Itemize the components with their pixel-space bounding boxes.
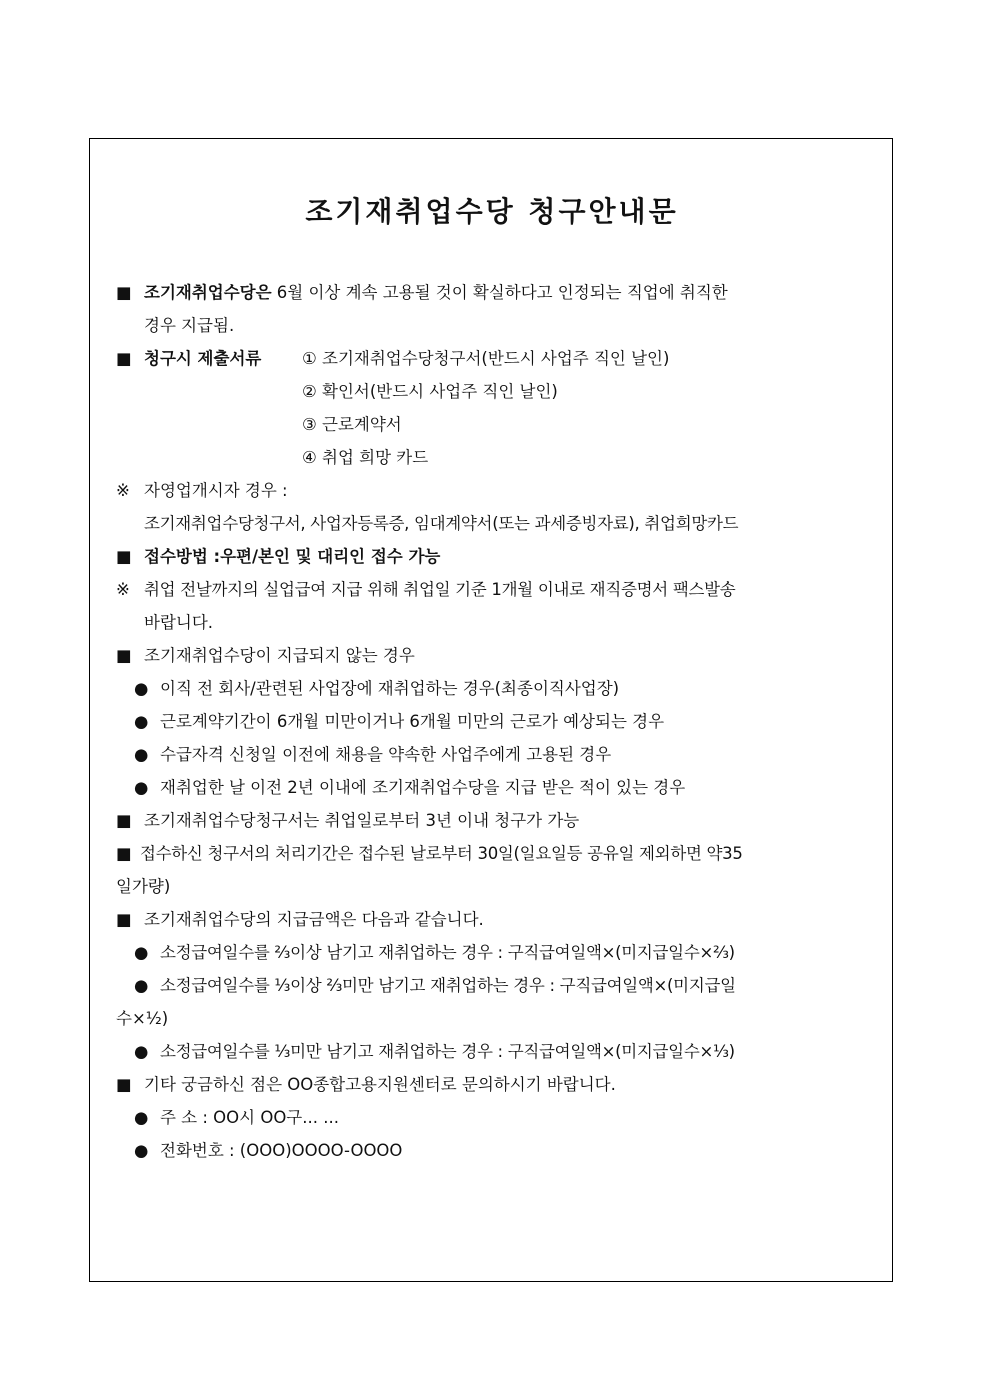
documents-heading: 청구시 제출서류	[144, 349, 262, 368]
dot-bullet-icon: ●	[134, 778, 149, 797]
amount-item-text: 소정급여일수를 ⅓이상 ⅔미만 남기고 재취업하는 경우 : 구직급여일액×(미지급일	[160, 976, 736, 995]
note-mark-icon: ※	[116, 580, 130, 599]
not-paid-item	[116, 771, 870, 804]
dot-bullet-icon: ●	[134, 1108, 149, 1127]
square-bullet-icon: ■	[116, 1075, 132, 1094]
document-item-2: ② 확인서(반드시 사업주 직인 날인)	[302, 382, 558, 401]
amount-item-text: 소정급여일수를 ⅓미만 남기고 재취업하는 경우 : 구직급여일액×(미지급일수×⅓)	[160, 1042, 735, 1061]
fax-note-text: 취업 전날까지의 실업급여 지급 위해 취업일 기준 1개월 이내로 재직증명서 팩스발송	[144, 580, 736, 599]
dot-bullet-icon: ●	[134, 745, 149, 764]
fax-note-line-1	[116, 573, 870, 606]
document-item-4: ④ 취업 희망 카드	[302, 448, 429, 467]
dot-bullet-icon: ●	[134, 1141, 149, 1160]
intro-line-2: 경우 지급됨.	[144, 316, 235, 335]
claim-period-text: 조기재취업수당청구서는 취업일로부터 3년 이내 청구가 가능	[144, 811, 580, 830]
amount-item-text: 소정급여일수를 ⅔이상 남기고 재취업하는 경우 : 구직급여일액×(미지급일수×⅔)	[160, 943, 735, 962]
amount-item-1	[116, 936, 870, 969]
dot-bullet-icon: ●	[134, 712, 149, 731]
amount-heading	[116, 903, 870, 936]
contact-heading	[116, 1068, 870, 1101]
intro-bold-term: 조기재취업수당은	[144, 283, 272, 302]
amount-item-3	[116, 1035, 870, 1068]
not-paid-item-text: 근로계약기간이 6개월 미만이거나 6개월 미만의 근로가 예상되는 경우	[160, 712, 665, 731]
square-bullet-icon: ■	[116, 349, 132, 368]
not-paid-item	[116, 738, 870, 771]
square-bullet-icon: ■	[116, 646, 132, 665]
contact-heading-text: 기타 궁금하신 점은 OO종합고용지원센터로 문의하시기 바랍니다.	[144, 1075, 616, 1094]
self-employed-docs: 조기재취업수당청구서, 사업자등록증, 임대계약서(또는 과세증빙자료), 취업희망카드	[144, 514, 739, 533]
contact-address	[116, 1101, 870, 1134]
dot-bullet-icon: ●	[134, 679, 149, 698]
processing-line-1	[116, 837, 870, 870]
self-employed-note	[116, 474, 870, 507]
fax-note-line-2: 바랍니다.	[144, 613, 214, 632]
square-bullet-icon: ■	[116, 844, 132, 863]
square-bullet-icon: ■	[116, 283, 132, 302]
dot-bullet-icon: ●	[134, 943, 149, 962]
amount-heading-text: 조기재취업수당의 지급금액은 다음과 같습니다.	[144, 910, 484, 929]
document-body	[116, 276, 870, 1167]
not-paid-heading-text: 조기재취업수당이 지급되지 않는 경우	[144, 646, 415, 665]
processing-line-2: 일가량)	[116, 877, 171, 896]
square-bullet-icon: ■	[116, 910, 132, 929]
not-paid-item-text: 수급자격 신청일 이전에 채용을 약속한 사업주에게 고용된 경우	[160, 745, 612, 764]
contact-address-text: 주 소 : OO시 OO구... ...	[160, 1108, 339, 1127]
note-mark-icon: ※	[116, 481, 130, 500]
amount-item-2	[116, 969, 870, 1002]
not-paid-item	[116, 705, 870, 738]
dot-bullet-icon: ●	[134, 1042, 149, 1061]
dot-bullet-icon: ●	[134, 976, 149, 995]
processing-text: 접수하신 청구서의 처리기간은 접수된 날로부터 30일(일요일등 공유일 제외하면 약35	[140, 844, 743, 863]
receipt-method-text: 접수방법 :우편/본인 및 대리인 접수 가능	[144, 547, 441, 566]
not-paid-heading	[116, 639, 870, 672]
not-paid-item-text: 이직 전 회사/관련된 사업장에 재취업하는 경우(최종이직사업장)	[160, 679, 620, 698]
intro-text: 6월 이상 계속 고용될 것이 확실하다고 인정되는 직업에 취직한	[271, 283, 728, 302]
amount-item-2-continued: 수×½)	[116, 1009, 169, 1028]
self-employed-label: 자영업개시자 경우 :	[144, 481, 288, 500]
square-bullet-icon: ■	[116, 547, 132, 566]
square-bullet-icon: ■	[116, 811, 132, 830]
contact-phone-text: 전화번호 : (OOO)OOOO-OOOO	[160, 1141, 403, 1160]
claim-period	[116, 804, 870, 837]
document-title: 조기재취업수당 청구안내문	[305, 195, 679, 228]
document-item-3: ③ 근로계약서	[302, 415, 402, 434]
intro-line-1	[116, 276, 870, 309]
document-item-1: ① 조기재취업수당청구서(반드시 사업주 직인 날인)	[302, 349, 670, 368]
not-paid-item	[116, 672, 870, 705]
contact-phone	[116, 1134, 870, 1167]
not-paid-item-text: 재취업한 날 이전 2년 이내에 조기재취업수당을 지급 받은 적이 있는 경우	[160, 778, 686, 797]
receipt-method	[116, 540, 870, 573]
documents-heading-row	[116, 342, 870, 375]
